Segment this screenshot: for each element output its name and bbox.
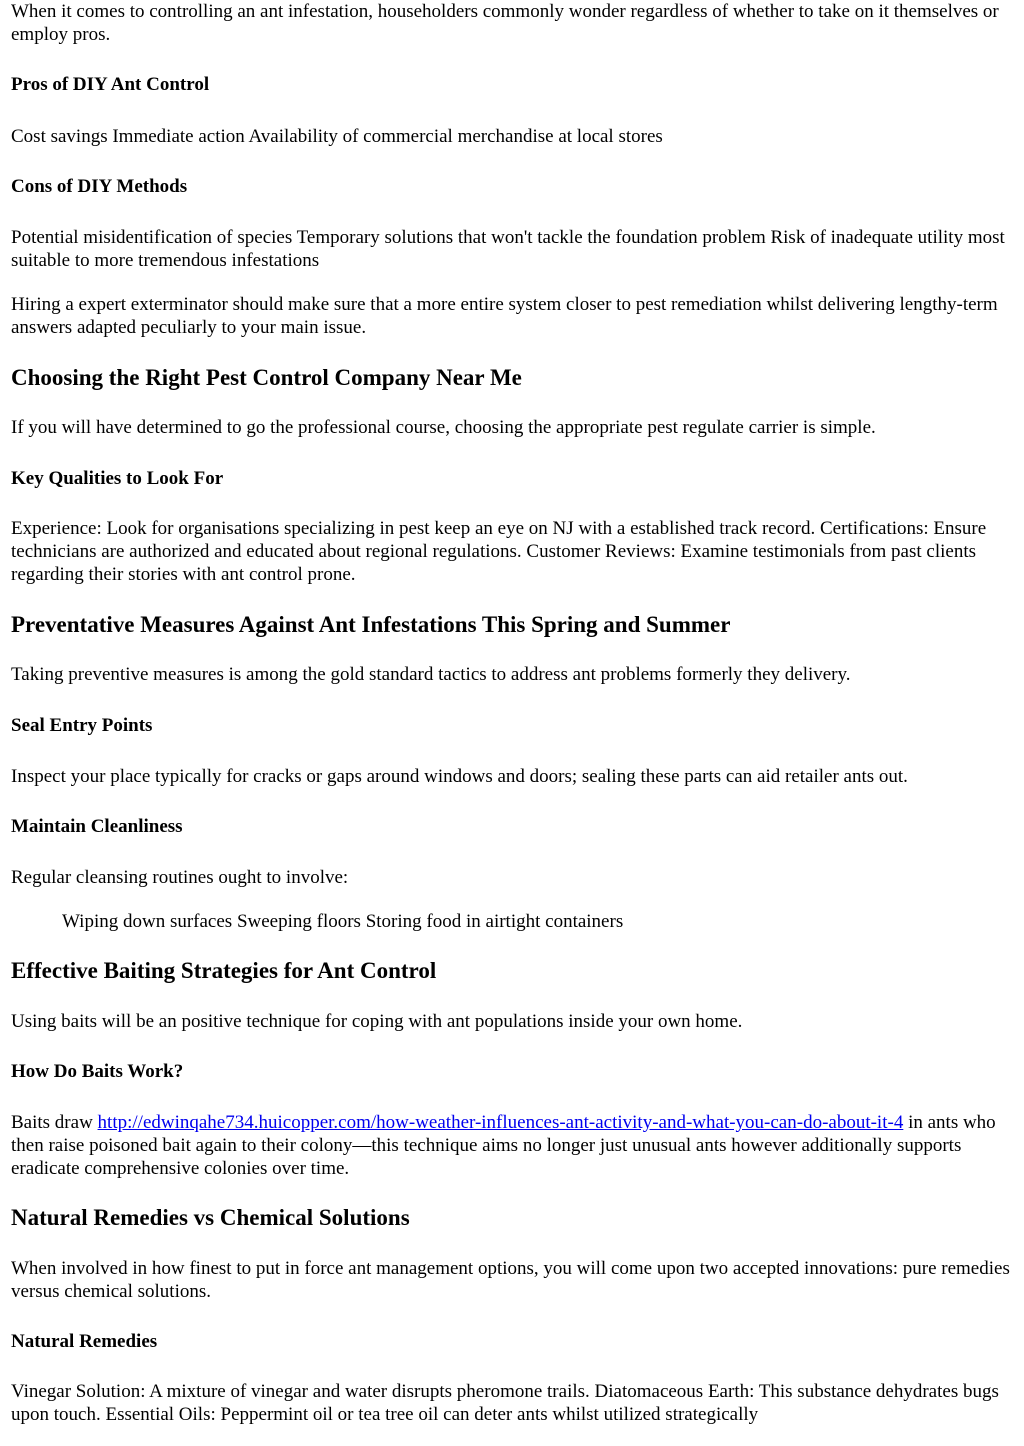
key-qualities-paragraph: Experience: Look for organisations specializing in pest keep an eye on NJ with a established track record. Certifications: Ensure technicians are authorized and educated about regional regulations. Customer Reviews: Examine testimonials from past clients regarding their stories with ant control prone. <box>11 518 987 585</box>
cons-paragraph: Potential misidentification of species Temporary solutions that won't tackle the foundation problem Risk of inadequate utility most suitable to more tremendous infestations <box>11 227 1005 271</box>
cons-heading: Cons of DIY Methods <box>11 176 188 197</box>
preventative-heading: Preventative Measures Against Ant Infestations This Spring and Summer <box>11 612 731 637</box>
cleanliness-heading: Maintain Cleanliness <box>11 816 183 837</box>
baiting-paragraph: Using baits will be an positive technique for coping with ant populations inside your own home. <box>11 1011 743 1032</box>
baits-text-before: Baits draw <box>11 1112 98 1133</box>
baiting-heading: Effective Baiting Strategies for Ant Control <box>11 958 437 983</box>
baits-text-after: in ants who then raise poisoned bait again to their colony—this technique aims no longer just unusual ants however additionally supports eradicate comprehensive colonies over time. <box>11 1112 996 1179</box>
natural-vs-chemical-paragraph: When involved in how finest to put in force ant management options, you will come upon two accepted innovations: pure remedies versus chemical solutions. <box>11 1258 1010 1302</box>
baits-work-heading: How Do Baits Work? <box>11 1061 184 1082</box>
seal-paragraph: Inspect your place typically for cracks or gaps around windows and doors; sealing these parts can aid retailer ants out. <box>11 766 908 787</box>
preventative-paragraph: Taking preventive measures is among the gold standard tactics to address ant problems formerly they delivery. <box>11 664 851 685</box>
seal-heading: Seal Entry Points <box>11 715 153 736</box>
pros-heading: Pros of DIY Ant Control <box>11 74 210 95</box>
baits-work-paragraph <box>11 1111 1013 1180</box>
natural-remedies-heading: Natural Remedies <box>11 1331 158 1352</box>
natural-vs-chemical-heading: Natural Remedies vs Chemical Solutions <box>11 1205 410 1230</box>
cleanliness-paragraph: Regular cleansing routines ought to involve: <box>11 867 349 888</box>
key-qualities-heading: Key Qualities to Look For <box>11 468 224 489</box>
pros-paragraph: Cost savings Immediate action Availability of commercial merchandise at local stores <box>11 126 663 147</box>
hiring-paragraph: Hiring a expert exterminator should make sure that a more entire system closer to pest remediation whilst delivering lengthy-term answers adapted peculiarly to your main issue. <box>11 294 998 338</box>
natural-remedies-paragraph: Vinegar Solution: A mixture of vinegar and water disrupts pheromone trails. Diatomaceous Earth: This substance dehydrates bugs upon touch. Essential Oils: Peppermint oil or tea tree oil can deter ants whilst utilized strategically <box>11 1381 999 1425</box>
cleanliness-list: Wiping down surfaces Sweeping floors Storing food in airtight containers <box>62 911 624 932</box>
choosing-heading: Choosing the Right Pest Control Company Near Me <box>11 365 522 390</box>
baits-article-link[interactable]: http://edwinqahe734.huicopper.com/how-weather-influences-ant-activity-and-what-you-can-do-about-it-4 <box>97 1112 904 1133</box>
choosing-paragraph: If you will have determined to go the professional course, choosing the appropriate pest regulate carrier is simple. <box>11 417 876 438</box>
intro-paragraph: When it comes to controlling an ant infestation, householders commonly wonder regardless of whether to take on it themselves or employ pros. <box>11 1 999 45</box>
